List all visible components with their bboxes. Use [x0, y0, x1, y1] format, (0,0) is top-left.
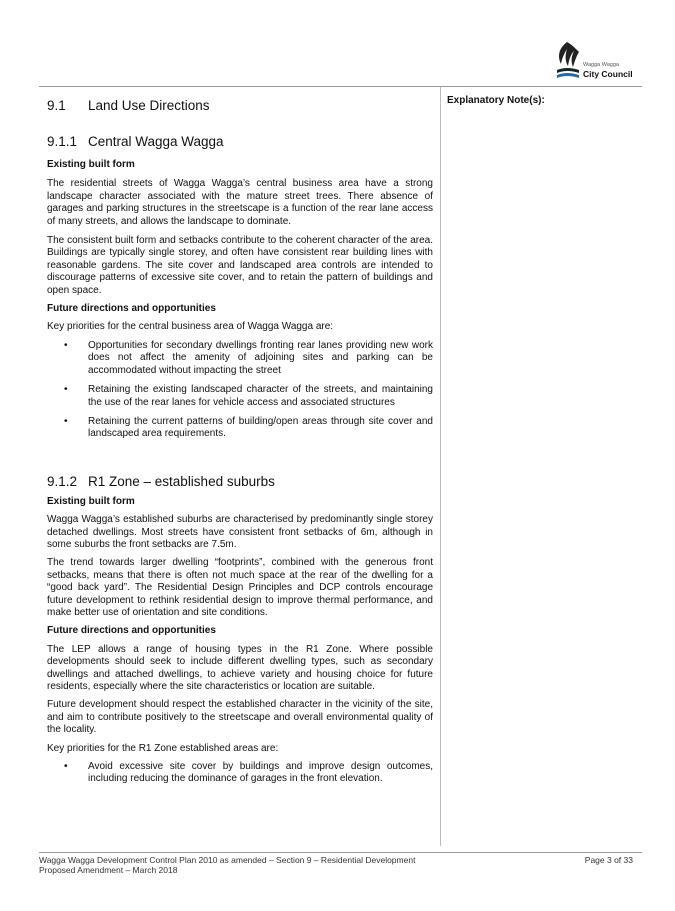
- column-divider: [440, 87, 441, 846]
- footer-document-title: Wagga Wagga Development Control Plan 2010 as amended – Section 9 – Residential Development: [39, 855, 416, 865]
- council-logo-icon: [553, 40, 581, 80]
- future-directions-heading: Future directions and opportunities: [47, 625, 216, 637]
- section-9-1-1-heading: [47, 134, 433, 150]
- paragraph: The trend towards larger dwelling “footprints”, combined with the generous front setbacks, means that there is often not much space at the rear of the dwelling for a “good back yard”. The Residential Design Principles and DCP controls encourage future development to rethink residential design to improve thermal performance, and make better use of orientation and site conditions.: [47, 557, 433, 618]
- paragraph: Wagga Wagga’s established suburbs are characterised by predominantly single storey detached dwellings. Most streets have consistent front setbacks of 6m, although in some suburbs the front setbacks are 7.5m.: [47, 514, 433, 550]
- priorities-list: [47, 340, 433, 441]
- section-9-1-heading: [47, 98, 433, 114]
- logo-big-text: City Council: [583, 69, 633, 79]
- list-item: • Retaining the current patterns of building/open areas through site cover and landscaped area requirements.: [47, 416, 433, 441]
- paragraph: Key priorities for the central business area of Wagga Wagga are:: [47, 321, 334, 333]
- existing-built-form-heading: Existing built form: [47, 495, 135, 507]
- section-9-1-2-heading: [47, 474, 433, 490]
- main-content: [47, 98, 433, 786]
- list-item: • Avoid excessive site cover by buildings and improve design outcomes, including reducing the dominance of garages in the front elevation.: [47, 761, 433, 786]
- section-title: R1 Zone – established suburbs: [88, 473, 275, 489]
- priorities-list: [47, 761, 433, 786]
- council-logo: [553, 40, 643, 82]
- section-number: 9.1: [47, 98, 66, 113]
- logo-small-text: Wagga Wagga: [583, 62, 619, 68]
- paragraph: The LEP allows a range of housing types in the R1 Zone. Where possible developments should seek to include different dwelling types, such as secondary dwellings and attached dwellings, to achieve variety and housing choice for future residents, especially where the site characteristics or location are suitable.: [47, 643, 433, 692]
- list-item: • Opportunities for secondary dwellings fronting rear lanes providing new work does not affect the amenity of adjoining sites and parking can be accommodated without impacting the street: [47, 340, 433, 377]
- future-directions-heading: Future directions and opportunities: [47, 303, 216, 315]
- footer-amendment: Proposed Amendment – March 2018: [39, 865, 178, 875]
- footer-divider: [39, 852, 642, 853]
- header-divider: [39, 86, 642, 87]
- section-number: 9.1.2: [47, 473, 78, 489]
- section-title: Central Wagga Wagga: [88, 134, 224, 149]
- paragraph: The residential streets of Wagga Wagga’s central business area have a strong landscape character associated with the mature street trees. There absence of garages and parking structures in the streetscape is a function of the rear lane access of many streets, and allows the landscape to dominate.: [47, 178, 433, 227]
- existing-built-form-heading: Existing built form: [47, 159, 135, 170]
- list-item: • Retaining the existing landscaped character of the streets, and maintaining the use of the rear lanes for vehicle access and associated structures: [47, 384, 433, 409]
- paragraph: The consistent built form and setbacks contribute to the coherent character of the area. Buildings are typically single storey, and often have consistent rear building lines with reasonable gardens. The site cover and landscaped area controls are intended to discourage patterns of excessive site cover, and to retain the pattern of buildings and open space.: [47, 235, 433, 296]
- section-number: 9.1.1: [47, 134, 78, 149]
- paragraph: Key priorities for the R1 Zone established areas are:: [47, 742, 279, 754]
- section-title: Land Use Directions: [88, 98, 210, 113]
- page-footer: [39, 855, 642, 875]
- page-number: Page 3 of 33: [584, 855, 633, 865]
- explanatory-notes-heading: Explanatory Note(s):: [447, 95, 545, 106]
- paragraph: Future development should respect the established character in the vicinity of the site, and aim to contribute positively to the streetscape and overall environmental quality of the locality.: [47, 699, 433, 736]
